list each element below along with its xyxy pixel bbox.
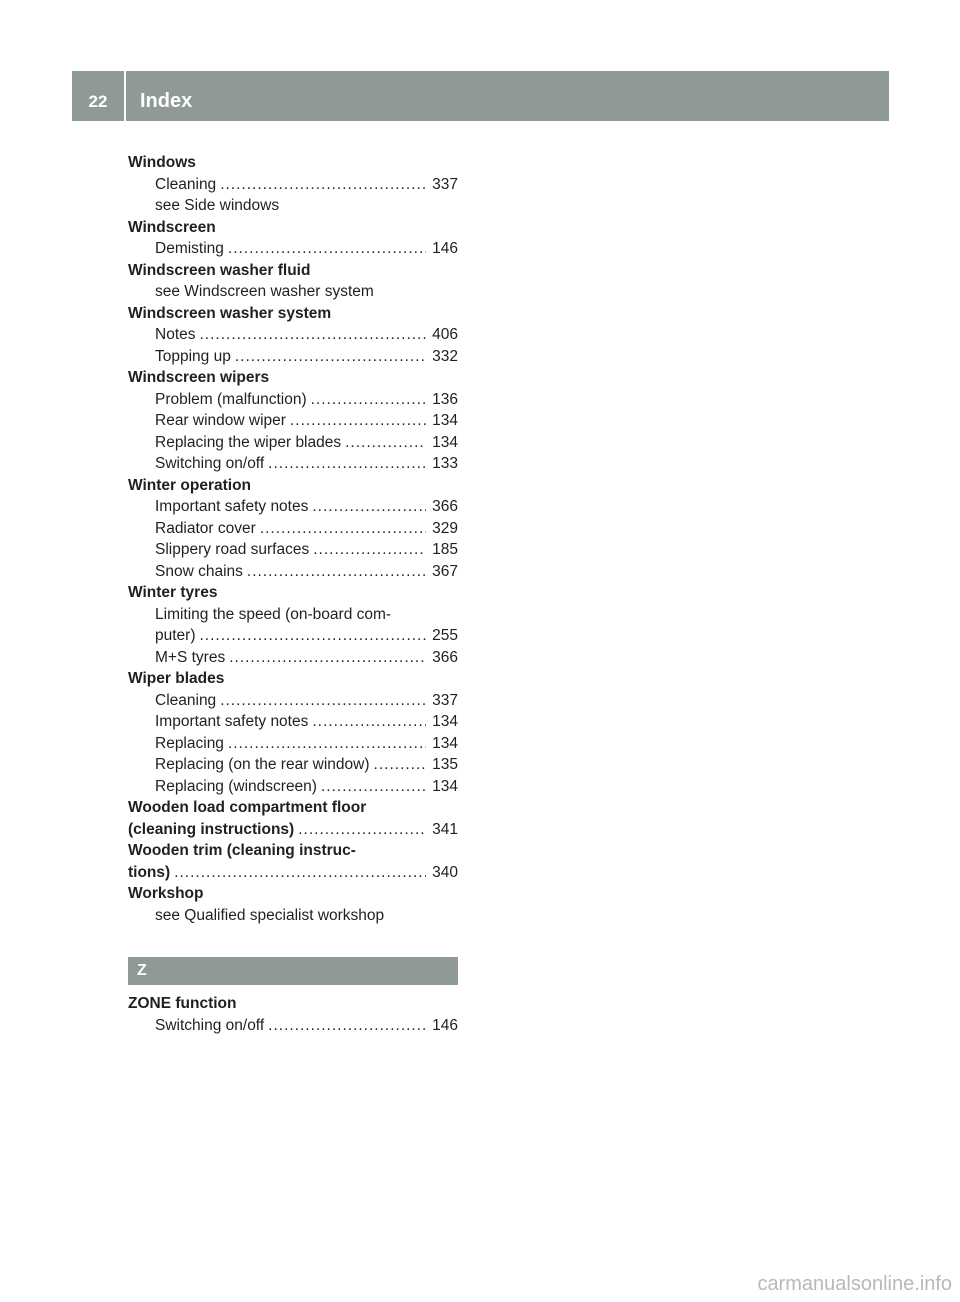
index-heading bbox=[128, 367, 458, 389]
index-heading bbox=[128, 582, 458, 604]
index-heading bbox=[128, 303, 458, 325]
entry-text: Winter operation bbox=[128, 476, 252, 494]
index-subentry bbox=[128, 539, 458, 561]
page-reference: 341 bbox=[432, 820, 458, 838]
dot-leader bbox=[321, 776, 426, 798]
entry-text: Important safety notes bbox=[155, 498, 309, 515]
entry-text: Windscreen washer fluid bbox=[128, 261, 311, 279]
index-subentry bbox=[128, 238, 458, 260]
page-reference: 337 bbox=[432, 175, 458, 193]
entry-text: Limiting the speed (on-board com- bbox=[155, 605, 392, 623]
page-reference: 367 bbox=[432, 562, 458, 580]
page-reference: 134 bbox=[432, 734, 458, 752]
index-subentry bbox=[128, 496, 458, 518]
entry-text: tions) bbox=[128, 863, 171, 881]
entry-text: Replacing the wiper blades bbox=[155, 433, 342, 451]
dot-leader bbox=[174, 862, 426, 884]
entry-text: Replacing bbox=[155, 734, 224, 752]
dot-leader bbox=[312, 711, 426, 733]
entry-text: Demisting bbox=[155, 240, 224, 257]
page-reference: 134 bbox=[432, 433, 458, 451]
index-subentry bbox=[128, 711, 458, 733]
dot-leader bbox=[311, 389, 426, 411]
section-title: Index bbox=[140, 90, 193, 112]
index-list-w bbox=[128, 152, 458, 926]
dot-leader bbox=[229, 647, 426, 669]
entry-text: Wooden trim (cleaning instruc- bbox=[128, 842, 356, 859]
entry-text: see Windscreen washer system bbox=[155, 283, 374, 300]
dot-leader bbox=[200, 324, 427, 346]
entry-text: Wiper blades bbox=[128, 670, 225, 687]
index-heading bbox=[128, 819, 458, 841]
page-reference: 332 bbox=[432, 347, 458, 365]
entry-text: Windscreen bbox=[128, 218, 216, 236]
dot-leader bbox=[268, 453, 426, 475]
letter-heading-z: Z bbox=[128, 957, 458, 985]
dot-leader bbox=[374, 754, 426, 776]
entry-text: Windscreen washer system bbox=[128, 304, 332, 322]
dot-leader bbox=[345, 432, 426, 454]
index-column bbox=[128, 152, 458, 1036]
index-heading bbox=[128, 862, 458, 884]
entry-text: ZONE function bbox=[128, 995, 237, 1012]
index-subentry bbox=[128, 195, 458, 217]
page-reference: 366 bbox=[432, 498, 458, 515]
page-reference: 133 bbox=[432, 455, 458, 472]
index-subentry bbox=[128, 410, 458, 432]
dot-leader bbox=[220, 174, 426, 196]
index-subentry bbox=[128, 324, 458, 346]
entry-text: Cleaning bbox=[155, 691, 217, 709]
index-subentry bbox=[128, 776, 458, 798]
dot-leader bbox=[220, 690, 426, 712]
entry-text: Problem (malfunction) bbox=[155, 390, 307, 408]
dot-leader bbox=[313, 539, 426, 561]
index-subentry bbox=[128, 518, 458, 540]
dot-leader bbox=[268, 1015, 426, 1037]
page-reference: 255 bbox=[432, 627, 458, 644]
entry-text: Topping up bbox=[155, 347, 231, 365]
entry-text: see Side windows bbox=[155, 197, 280, 214]
dot-leader bbox=[228, 238, 426, 260]
page-reference: 329 bbox=[432, 519, 458, 537]
index-heading bbox=[128, 668, 458, 690]
index-subentry bbox=[128, 690, 458, 712]
index-heading bbox=[128, 217, 458, 239]
index-heading bbox=[128, 993, 458, 1015]
index-subentry bbox=[128, 561, 458, 583]
index-subentry bbox=[128, 432, 458, 454]
index-subentry bbox=[128, 647, 458, 669]
index-heading bbox=[128, 475, 458, 497]
entry-text: Winter tyres bbox=[128, 584, 218, 601]
page-reference: 185 bbox=[432, 541, 458, 558]
index-subentry bbox=[128, 1015, 458, 1037]
entry-text: Windows bbox=[128, 154, 196, 171]
entry-text: Snow chains bbox=[155, 562, 243, 580]
dot-leader bbox=[200, 625, 427, 647]
entry-text: puter) bbox=[155, 627, 196, 644]
index-heading bbox=[128, 260, 458, 282]
index-subentry bbox=[128, 754, 458, 776]
entry-text: (cleaning instructions) bbox=[128, 820, 295, 838]
index-subentry bbox=[128, 346, 458, 368]
index-subentry bbox=[128, 453, 458, 475]
index-list-z bbox=[128, 993, 458, 1036]
page-reference: 134 bbox=[432, 412, 458, 429]
dot-leader bbox=[290, 410, 426, 432]
entry-text: see Qualified specialist workshop bbox=[155, 906, 385, 924]
page-reference: 366 bbox=[432, 648, 458, 666]
entry-text: Switching on/off bbox=[155, 1016, 265, 1034]
index-heading bbox=[128, 883, 458, 905]
index-heading bbox=[128, 840, 458, 862]
dot-leader bbox=[235, 346, 426, 368]
page-reference: 135 bbox=[432, 756, 458, 773]
entry-text: Replacing (on the rear window) bbox=[155, 756, 370, 773]
index-heading bbox=[128, 797, 458, 819]
page-reference: 136 bbox=[432, 390, 458, 408]
index-subentry bbox=[128, 281, 458, 303]
entry-text: Switching on/off bbox=[155, 455, 265, 472]
page-number: 22 bbox=[72, 71, 126, 121]
dot-leader bbox=[298, 819, 426, 841]
dot-leader bbox=[247, 561, 426, 583]
entry-text: Slippery road surfaces bbox=[155, 541, 310, 558]
footer-watermark: carmanualsonline.info bbox=[757, 1273, 952, 1295]
index-subentry bbox=[128, 625, 458, 647]
dot-leader bbox=[228, 733, 426, 755]
entry-text: M+S tyres bbox=[155, 648, 226, 666]
entry-text: Radiator cover bbox=[155, 519, 256, 537]
entry-text: Important safety notes bbox=[155, 713, 309, 730]
page-reference: 406 bbox=[432, 326, 458, 343]
page-reference: 146 bbox=[432, 240, 458, 257]
entry-text: Rear window wiper bbox=[155, 412, 286, 429]
entry-text: Wooden load compartment floor bbox=[128, 799, 367, 816]
page-reference: 146 bbox=[432, 1016, 458, 1034]
page-reference: 134 bbox=[432, 777, 458, 795]
index-subentry bbox=[128, 733, 458, 755]
dot-leader bbox=[312, 496, 426, 518]
index-subentry bbox=[128, 604, 458, 626]
page-reference: 340 bbox=[432, 863, 458, 881]
entry-text: Workshop bbox=[128, 885, 204, 902]
index-subentry bbox=[128, 174, 458, 196]
index-heading bbox=[128, 152, 458, 174]
index-subentry bbox=[128, 389, 458, 411]
index-subentry bbox=[128, 905, 458, 927]
page-header bbox=[72, 71, 889, 121]
page-reference: 134 bbox=[432, 713, 458, 730]
entry-text: Notes bbox=[155, 326, 196, 343]
dot-leader bbox=[260, 518, 426, 540]
entry-text: Cleaning bbox=[155, 175, 217, 193]
page-reference: 337 bbox=[432, 691, 458, 709]
entry-text: Replacing (windscreen) bbox=[155, 777, 317, 795]
entry-text: Windscreen wipers bbox=[128, 369, 270, 386]
